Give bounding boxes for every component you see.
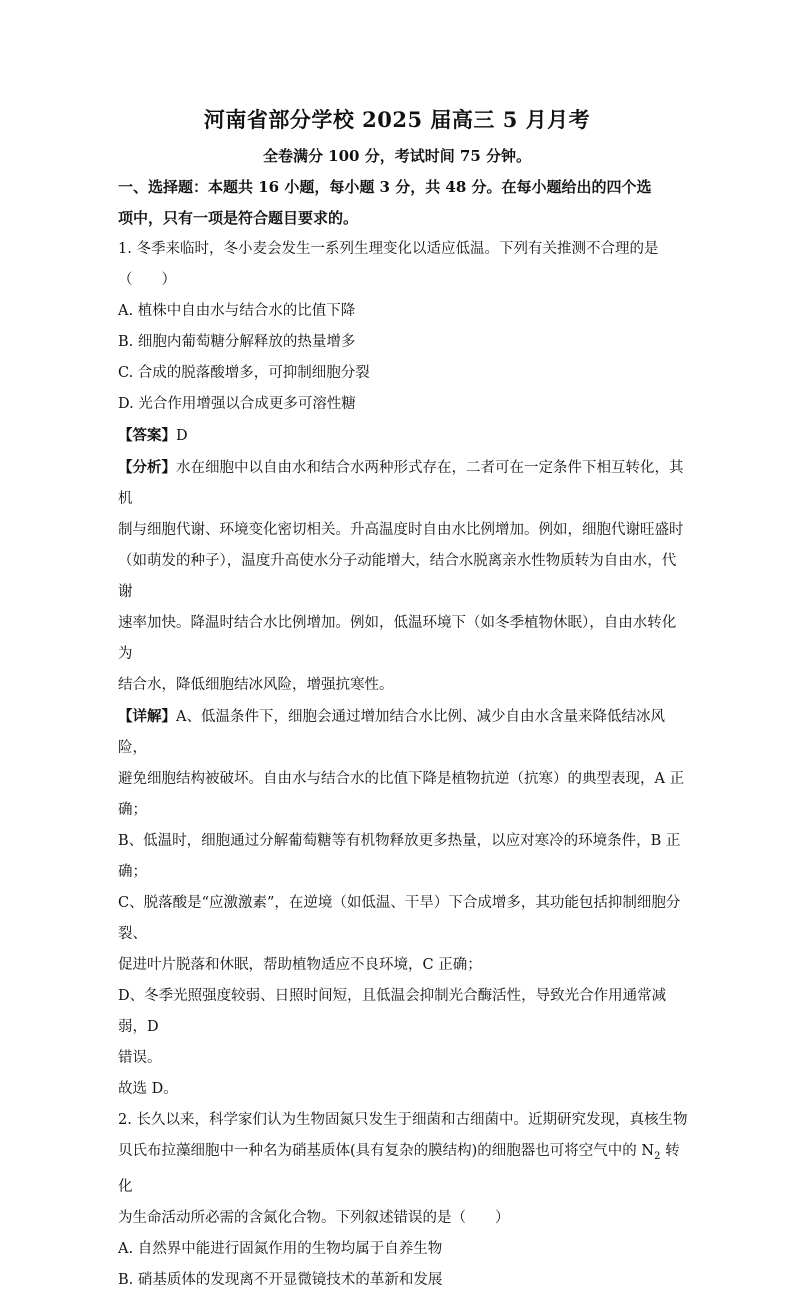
analysis-text: 水在细胞中以自由水和结合水两种形式存在，二者可在一定条件下相互转化，其机 xyxy=(118,460,684,507)
detail-line: C、脱落酸是“应激激素”，在逆境（如低温、干旱）下合成增多，其功能包括抑制细胞分裂、 xyxy=(118,895,681,942)
question-1-option-a: A. 植株中自由水与结合水的比值下降 xyxy=(118,303,356,319)
detail-line: 避免细胞结构被破坏。自由水与结合水的比值下降是植物抗逆（抗寒）的典型表现，A 正确； xyxy=(118,771,685,818)
analysis-line: 制与细胞代谢、环境变化密切相关。升高温度时自由水比例增加。例如，细胞代谢旺盛时 xyxy=(118,522,684,538)
question-1-detail xyxy=(118,701,690,764)
analysis-line: 结合水，降低细胞结冰风险，增强抗寒性。 xyxy=(118,677,394,693)
page-title: 河南省部分学校 2025 届高三 5 月月考 xyxy=(203,107,591,132)
stem-text: 贝氏布拉藻细胞中一种名为硝基质体(具有复杂的膜结构)的细胞器也可将空气中的 N xyxy=(118,1143,655,1159)
question-2-option-b: B. 硝基质体的发现离不开显微镜技术的革新和发展 xyxy=(118,1271,443,1288)
question-1-answer xyxy=(118,420,690,452)
question-1-option-c: C. 合成的脱落酸增多，可抑制细胞分裂 xyxy=(118,365,370,381)
detail-tag: 【详解】 xyxy=(118,708,176,725)
detail-line: D、冬季光照强度较弱、日照时间短，且低温会抑制光合酶活性，导致光合作用通常减弱，D xyxy=(118,988,667,1035)
detail-line: 错误。 xyxy=(118,1050,162,1066)
answer-value: D xyxy=(176,428,188,444)
stem-text: 转化 xyxy=(118,1143,680,1195)
question-1-stem: 1. 冬季来临时，冬小麦会发生一系列生理变化以适应低温。下列有关推测不合理的是 xyxy=(118,241,659,257)
section-heading: 一、选择题：本题共 16 小题，每小题 3 分，共 48 分。在每小题给出的四个选 xyxy=(118,178,652,196)
detail-line: 故选 D。 xyxy=(118,1081,178,1097)
question-1-option-d: D. 光合作用增强以合成更多可溶性糖 xyxy=(118,396,356,412)
analysis-line: （如萌发的种子），温度升高使水分子动能增大，结合水脱离亲水性物质转为自由水，代谢 xyxy=(118,553,677,600)
detail-text: A、低温条件下，细胞会通过增加结合水比例、减少自由水含量来降低结冰风险， xyxy=(118,709,665,756)
question-1-analysis xyxy=(118,452,690,515)
section-heading-cont: 项中，只有一项是符合题目要求的。 xyxy=(118,209,359,227)
document-body xyxy=(118,172,690,1296)
analysis-tag: 【分析】 xyxy=(118,459,176,476)
detail-line: 促进叶片脱落和休眠，帮助植物适应不良环境，C 正确； xyxy=(118,957,482,973)
detail-line: B、低温时，细胞通过分解葡萄糖等有机物释放更多热量，以应对寒冷的环境条件，B 正确； xyxy=(118,833,681,880)
question-2-stem-cont xyxy=(118,1136,690,1203)
question-1-option-b: B. 细胞内葡萄糖分解释放的热量增多 xyxy=(118,334,356,350)
question-1-stem-cont: （ ） xyxy=(118,272,176,288)
question-2-stem-cont: 为生命活动所必需的含氮化合物。下列叙述错误的是（ ） xyxy=(118,1209,510,1226)
question-2-stem: 2. 长久以来，科学家们认为生物固氮只发生于细菌和古细菌中。近期研究发现，真核生物 xyxy=(118,1112,688,1128)
question-2-option-a: A. 自然界中能进行固氮作用的生物均属于自养生物 xyxy=(118,1240,443,1257)
page-subtitle: 全卷满分 100 分，考试时间 75 分钟。 xyxy=(262,147,532,165)
analysis-line: 速率加快。降温时结合水比例增加。例如，低温环境下（如冬季植物休眠），自由水转化为 xyxy=(118,615,677,662)
answer-tag: 【答案】 xyxy=(118,427,176,444)
subscript: 2 xyxy=(654,1150,661,1162)
